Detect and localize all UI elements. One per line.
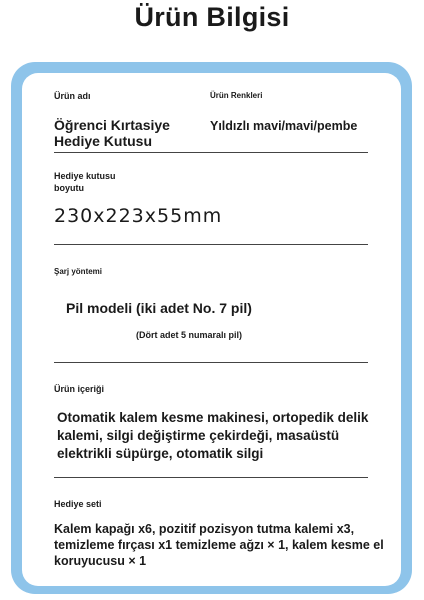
gift-set-value: Kalem kapağı x6, pozitif pozisyon tutma kalemi x3, temizleme fırçası x1 temizleme ağzı × 1, kalem kesme el koruyucusu × 1 [54,522,384,568]
gift-box-size-label: Hediye kutusu boyutu [54,171,116,193]
charging-method-label: Şarj yöntemi [54,267,103,276]
product-colors-value: Yıldızlı mavi/mavi/pembe [210,119,358,133]
divider [54,362,368,363]
page-title: Ürün Bilgisi [134,2,290,32]
product-contents-label: Ürün içeriği [54,384,105,394]
divider [54,152,368,153]
product-contents-value: Otomatik kalem kesme makinesi, ortopedik delik kalemi, silgi değiştirme çekirdeği, masaüstü elektrikli süpürge, otomatik silgi [57,410,369,461]
gift-box-size-value: 230x223x55mm [54,205,223,227]
charging-method-value: Pil modeli (iki adet No. 7 pil) [66,300,252,316]
product-name-label: Ürün adı [54,91,91,101]
divider [54,477,368,478]
divider [54,244,368,245]
charging-method-note: (Dört adet 5 numaralı pil) [136,330,243,340]
product-colors-label: Ürün Renkleri [210,91,263,100]
product-name-value: Öğrenci Kırtasiye Hediye Kutusu [54,117,170,149]
gift-set-label: Hediye seti [54,499,102,509]
